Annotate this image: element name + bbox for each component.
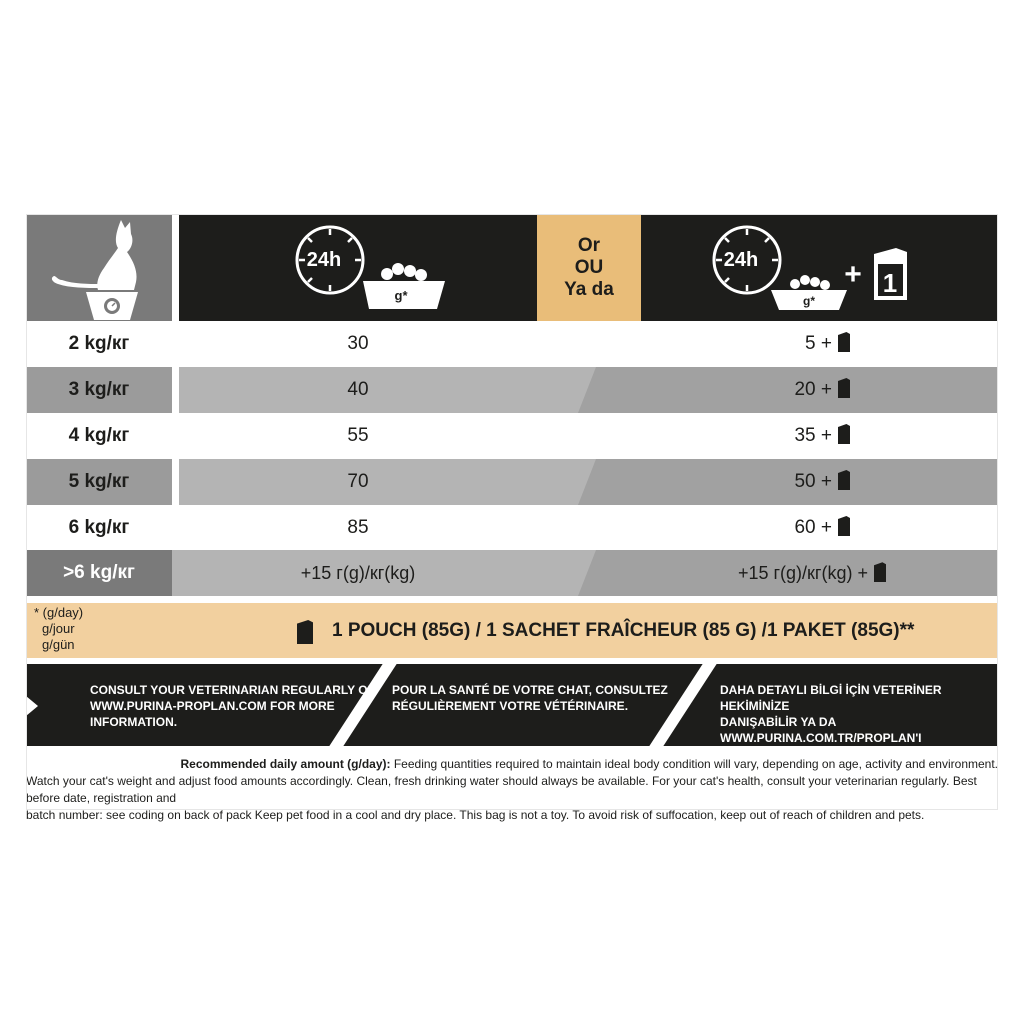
clock-label: 24h <box>723 249 759 271</box>
weight-label-2kg: 2 kg/кг <box>26 321 172 367</box>
units-note-line: * (g/day) <box>34 605 84 620</box>
food-bowl-icon <box>363 263 445 309</box>
dry-amount: 70 <box>347 471 369 492</box>
or-tr: Ya da <box>564 278 614 300</box>
row-shade <box>578 459 998 505</box>
footer-line-2: Watch your cat's weight and adjust food amounts accordingly. Clean, fresh drinking water should always be available. For your cat's health, consult your veterinarian regularly. Best before date, registration and <box>26 774 977 805</box>
pouch-icon <box>297 620 313 644</box>
bowl-label: g* <box>394 288 408 303</box>
consult-veterinarian-band <box>26 664 998 761</box>
footer-line-3: batch number: see coding on back of pack Keep pet food in a cool and dry place. This bag is not a toy. To avoid risk of suffocation, keep out of reach of children and pets. <box>26 808 925 822</box>
clock-label: 24h <box>306 249 342 271</box>
consult-text-fr <box>392 682 668 714</box>
dry-amount: 55 <box>347 425 369 446</box>
pouch-legend-text: 1 POUCH (85G) / 1 SACHET FRAÎCHEUR (85 G) /1 PAKET (85G)** <box>332 620 915 641</box>
consult-line: WWW.PURINA-PROPLAN.COM FOR MORE <box>90 699 335 713</box>
weight-label-6kg: 6 kg/кг <box>26 505 172 551</box>
consult-line: DAHA DETAYLI BİLGİ İÇİN VETERİNER HEKİMİNİZE <box>720 683 942 713</box>
dry-amount: 30 <box>347 333 369 354</box>
table-row <box>179 459 998 505</box>
consult-line: ZİYARET EDEBİLİRSİNİZ. <box>720 747 864 761</box>
mixed-amount-text: 5 + <box>805 333 832 354</box>
units-note-line: g/gün <box>42 637 75 652</box>
row-shade <box>578 367 998 413</box>
mixed-amount <box>794 413 850 459</box>
consult-line: RÉGULIÈREMENT VOTRE VÉTÉRINAIRE. <box>392 699 629 713</box>
consult-line: DANIŞABİLİR YA DA WWW.PURINA.COM.TR/PROPLAN'I <box>720 715 922 745</box>
dry-amount: 40 <box>347 379 369 400</box>
weight-label-4kg: 4 kg/кг <box>26 413 172 459</box>
or-header <box>537 214 641 321</box>
consult-line: POUR LA SANTÉ DE VOTRE CHAT, CONSULTEZ <box>392 683 668 697</box>
pouch-icon <box>838 424 850 444</box>
pouch-count: 1 <box>882 268 898 298</box>
food-bowl-icon <box>771 275 847 310</box>
weight-label-5kg: 5 kg/кг <box>26 459 172 505</box>
pouch-icon <box>874 248 907 300</box>
mixed-amount <box>794 505 850 551</box>
clock-24h-icon <box>297 227 363 293</box>
table-row <box>179 321 998 367</box>
mixed-amount-text: 50 + <box>794 471 832 492</box>
bowl-label: g* <box>803 294 815 308</box>
pouch-icon <box>874 562 886 582</box>
arrow-icon <box>26 696 38 716</box>
footer-bold-label: Recommended daily amount (g/day): <box>180 757 391 771</box>
dry-amount: +15 г(g)/кг(kg) <box>300 563 416 583</box>
consult-text-en <box>90 682 376 730</box>
weight-label-3kg: 3 kg/кг <box>26 367 172 413</box>
dry-amount: 85 <box>347 517 369 538</box>
consult-line: INFORMATION. <box>90 715 178 729</box>
weight-label-over-6kg: >6 kg/кг <box>26 550 172 596</box>
pouch-legend-band <box>26 603 998 658</box>
mixed-amount-text: 60 + <box>794 517 832 538</box>
mixed-amount <box>805 321 850 367</box>
table-row <box>179 413 998 459</box>
or-fr: OU <box>574 256 604 278</box>
feeding-instructions-footer <box>26 756 998 824</box>
pouch-icon <box>838 378 850 398</box>
units-note-line: g/jour <box>42 621 75 636</box>
consult-line: CONSULT YOUR VETERINARIAN REGULARLY OR <box>90 683 377 697</box>
plus-sign: + <box>844 258 862 291</box>
pouch-icon <box>838 516 850 536</box>
table-row <box>179 505 998 551</box>
or-en: Or <box>577 234 601 256</box>
cat-on-scale-icon <box>26 214 172 321</box>
footer-line-1: Feeding quantities required to maintain ideal body condition will vary, depending on age, activity and environment. <box>390 757 998 771</box>
clock-24h-icon <box>714 227 780 293</box>
mixed-amount <box>794 459 850 505</box>
cat-weight-icon-cell <box>26 214 172 321</box>
table-row <box>179 367 998 413</box>
mixed-amount <box>738 550 886 596</box>
mixed-amount-text: 35 + <box>794 425 832 446</box>
mixed-amount-text: +15 г(g)/кг(kg) + <box>737 563 868 583</box>
mixed-feeding-header <box>641 214 998 321</box>
mixed-amount <box>794 367 850 413</box>
consult-text-tr <box>720 682 998 762</box>
units-note <box>34 605 83 653</box>
pouch-icon <box>838 332 850 352</box>
pouch-icon <box>838 470 850 490</box>
table-row-over-6kg <box>172 550 998 596</box>
dry-only-header <box>179 214 537 321</box>
footer-line <box>26 756 998 773</box>
mixed-amount-text: 20 + <box>794 379 832 400</box>
